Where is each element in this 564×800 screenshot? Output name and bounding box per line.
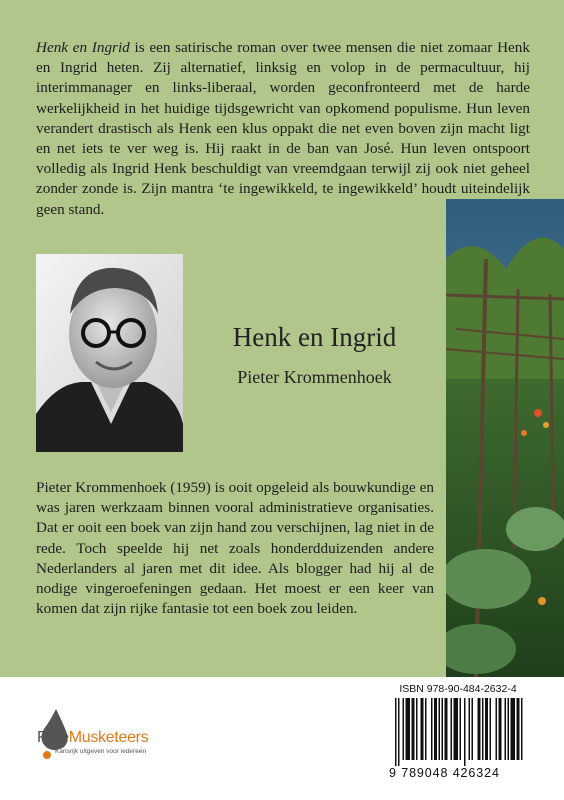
publisher-name-part2: Musketeers	[68, 729, 149, 746]
book-title: Henk en Ingrid	[232, 322, 397, 352]
barcode-bar	[508, 698, 510, 760]
barcode-bar	[472, 698, 474, 760]
barcode-bar	[421, 698, 424, 760]
barcode-bar	[439, 698, 441, 760]
barcode-bar	[499, 698, 502, 760]
barcode-bar	[454, 698, 459, 760]
barcode-bar	[445, 698, 448, 760]
barcode-bar	[460, 698, 462, 760]
barcode-bar	[431, 698, 433, 760]
barcode-bar	[406, 698, 411, 760]
barcode-bar	[485, 698, 488, 760]
barcode-bar	[425, 698, 427, 760]
barcode-bar	[469, 698, 471, 760]
barcode-bar	[511, 698, 516, 760]
barcode-bar	[490, 698, 492, 760]
barcode-bar	[464, 698, 466, 766]
author-bio: Pieter Krommenhoek (1959) is ooit opgeleid als bouwkundige en was jaren werkzaam binnen vooral administratieve organisaties. Dat er ooit een boek van zijn hand zou verschijnen, lag niet in de rede. Toch speelde hij net zoals honderdduizenden andere Nederlanders al jaren met dit idee. Als blogger had hij al de nodige vingeroefeningen gedaan. Het moest er een keer van komen dat zijn rijke fantasie tot een boek zou leiden.	[36, 479, 434, 618]
barcode-bars	[391, 698, 527, 766]
blurb-text: is een satirische roman over twee mensen die niet zomaar Henk en Ingrid heten. Zij alternatief, linksig en volop in de permacultuur, hij interimmanager en links-liberaal, worden geconfronteerd met de harde werkelijkheid in het huidige tijdsgewricht van opkomend populisme. Hun leven verandert drastisch als Henk een klus oppakt die net even boven zijn macht ligt en net iets te ver weg is. Hij raakt in de ban van José. Hun leven ontspoort volledig als Ingrid Henk beschuldigt van vreemdgaan terwijl zij ook niet geheel zonder zonde is. Zijn mantra ‘te ingewikkeld, te ingewikkeld’ houdt uiteindelijk geen stand.	[36, 39, 530, 218]
barcode-bar	[482, 698, 484, 760]
author-photo	[36, 254, 183, 452]
isbn-label: ISBN 978-90-484-2632-4	[399, 683, 517, 695]
publisher-name	[37, 729, 148, 747]
publisher-tagline: Kansrijk uitgeven voor iedereen	[55, 748, 147, 755]
barcode-bar	[403, 698, 405, 760]
barcode-bar	[442, 698, 444, 760]
barcode-bar	[412, 698, 415, 760]
footer	[0, 677, 564, 800]
barcode-bar	[416, 698, 418, 760]
book-author: Pieter Krommenhoek	[237, 367, 392, 387]
barcode-bar	[395, 698, 397, 766]
back-cover-blurb	[36, 38, 530, 220]
barcode-bar	[398, 698, 400, 766]
barcode-bar	[505, 698, 507, 760]
publisher-name-part1: Free	[37, 729, 69, 746]
barcode-bar	[517, 698, 520, 760]
barcode-block	[387, 683, 529, 789]
blurb-title-italic: Henk en Ingrid	[36, 39, 130, 56]
barcode-bar	[521, 698, 523, 760]
ean-digits: 9 789048 426324	[389, 766, 500, 780]
barcode-bar	[478, 698, 481, 760]
garden-photo	[446, 199, 564, 677]
barcode-bar	[451, 698, 453, 760]
barcode-bar	[434, 698, 437, 760]
barcode-bar	[496, 698, 498, 760]
